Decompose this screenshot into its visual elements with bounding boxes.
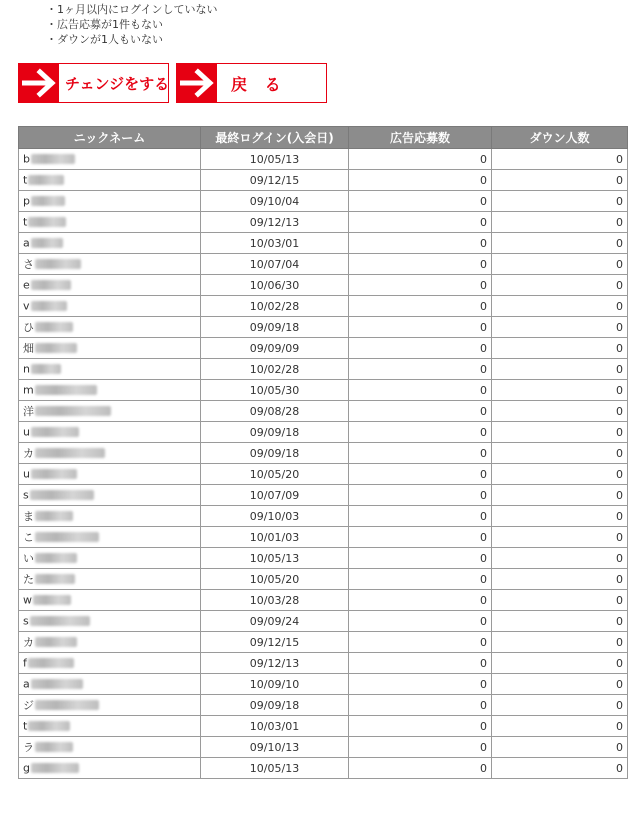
nickname-text: ラ	[23, 741, 34, 754]
last-login-cell: 10/02/28	[201, 359, 349, 380]
ad-applications-cell: 0	[349, 338, 492, 359]
nickname-text: t	[23, 173, 28, 187]
ad-applications-cell: 0	[349, 422, 492, 443]
nickname-text: ひ	[23, 321, 34, 334]
ad-applications-cell: 0	[349, 653, 492, 674]
condition-item: ・広告応募が1件もない	[46, 18, 163, 31]
down-count-cell: 0	[492, 401, 628, 422]
nickname-cell[interactable]	[19, 359, 201, 380]
table-row	[19, 548, 628, 569]
last-login-cell: 09/10/13	[201, 737, 349, 758]
ad-applications-cell: 0	[349, 590, 492, 611]
ad-applications-cell: 0	[349, 527, 492, 548]
nickname-text: w	[23, 593, 32, 607]
last-login-cell: 09/10/04	[201, 191, 349, 212]
last-login-cell: 10/02/28	[201, 296, 349, 317]
nickname-text: ま	[23, 510, 34, 523]
nickname-text: カ	[23, 447, 34, 460]
ad-applications-cell: 0	[349, 212, 492, 233]
redacted-nickname	[35, 448, 105, 458]
redacted-nickname	[30, 616, 90, 626]
down-count-cell: 0	[492, 569, 628, 590]
table-row	[19, 485, 628, 506]
down-count-cell: 0	[492, 632, 628, 653]
redacted-nickname	[35, 553, 77, 563]
nickname-text: s	[23, 488, 29, 502]
back-button-label: 戻 る	[231, 74, 287, 94]
down-count-cell: 0	[492, 548, 628, 569]
down-count-cell: 0	[492, 695, 628, 716]
table-row	[19, 443, 628, 464]
redacted-nickname	[35, 406, 111, 416]
table-row	[19, 527, 628, 548]
nickname-cell[interactable]	[19, 191, 201, 212]
down-count-cell: 0	[492, 758, 628, 779]
last-login-cell: 09/09/18	[201, 422, 349, 443]
redacted-nickname	[28, 217, 66, 227]
nickname-text: a	[23, 677, 30, 691]
nickname-cell[interactable]	[19, 296, 201, 317]
ad-applications-cell: 0	[349, 296, 492, 317]
ad-applications-cell: 0	[349, 632, 492, 653]
right-arrow-icon	[19, 64, 59, 102]
down-count-cell: 0	[492, 506, 628, 527]
nickname-cell[interactable]	[19, 758, 201, 779]
table-row	[19, 275, 628, 296]
nickname-text: さ	[23, 258, 34, 271]
nickname-cell[interactable]	[19, 275, 201, 296]
redacted-nickname	[31, 196, 65, 206]
last-login-cell: 10/07/04	[201, 254, 349, 275]
down-count-cell: 0	[492, 254, 628, 275]
redacted-nickname	[35, 343, 77, 353]
down-count-cell: 0	[492, 359, 628, 380]
table-row	[19, 212, 628, 233]
nickname-text: t	[23, 719, 28, 733]
nickname-cell[interactable]	[19, 569, 201, 590]
down-count-cell: 0	[492, 737, 628, 758]
table-row	[19, 674, 628, 695]
nickname-text: カ	[23, 636, 34, 649]
ad-applications-cell: 0	[349, 170, 492, 191]
last-login-cell: 10/01/03	[201, 527, 349, 548]
nickname-text: ジ	[23, 699, 34, 712]
ad-applications-cell: 0	[349, 317, 492, 338]
nickname-cell[interactable]	[19, 716, 201, 737]
nickname-text: こ	[23, 531, 34, 544]
ad-applications-cell: 0	[349, 611, 492, 632]
redacted-nickname	[31, 469, 77, 479]
table-row	[19, 338, 628, 359]
nickname-text: 畑	[23, 342, 34, 355]
down-count-cell: 0	[492, 191, 628, 212]
ad-applications-cell: 0	[349, 380, 492, 401]
ad-applications-cell: 0	[349, 149, 492, 170]
down-count-cell: 0	[492, 275, 628, 296]
table-row	[19, 611, 628, 632]
redacted-nickname	[35, 511, 73, 521]
table-row	[19, 317, 628, 338]
nickname-cell[interactable]	[19, 590, 201, 611]
nickname-cell[interactable]	[19, 548, 201, 569]
down-count-cell: 0	[492, 380, 628, 401]
last-login-cell: 10/03/01	[201, 233, 349, 254]
redacted-nickname	[35, 322, 73, 332]
nickname-text: b	[23, 152, 30, 166]
nickname-cell[interactable]	[19, 422, 201, 443]
column-header-ad-applications: 広告応募数	[349, 127, 492, 149]
redacted-nickname	[31, 364, 61, 374]
nickname-cell[interactable]	[19, 170, 201, 191]
nickname-text: g	[23, 761, 30, 775]
nickname-cell[interactable]	[19, 443, 201, 464]
nickname-text: t	[23, 215, 28, 229]
ad-applications-cell: 0	[349, 233, 492, 254]
ad-applications-cell: 0	[349, 275, 492, 296]
ad-applications-cell: 0	[349, 737, 492, 758]
nickname-cell[interactable]	[19, 317, 201, 338]
nickname-cell[interactable]	[19, 401, 201, 422]
nickname-text: u	[23, 425, 30, 439]
down-count-cell: 0	[492, 317, 628, 338]
table-row	[19, 695, 628, 716]
down-count-cell: 0	[492, 170, 628, 191]
last-login-cell: 10/03/01	[201, 716, 349, 737]
conditions-list	[46, 2, 217, 47]
ad-applications-cell: 0	[349, 548, 492, 569]
last-login-cell: 10/03/28	[201, 590, 349, 611]
table-row	[19, 359, 628, 380]
redacted-nickname	[35, 259, 81, 269]
nickname-text: た	[23, 573, 34, 586]
down-count-cell: 0	[492, 422, 628, 443]
redacted-nickname	[35, 385, 97, 395]
ad-applications-cell: 0	[349, 443, 492, 464]
nickname-text: u	[23, 467, 30, 481]
last-login-cell: 09/12/13	[201, 212, 349, 233]
table-row	[19, 401, 628, 422]
last-login-cell: 10/05/13	[201, 758, 349, 779]
ad-applications-cell: 0	[349, 359, 492, 380]
down-count-cell: 0	[492, 212, 628, 233]
last-login-cell: 09/09/24	[201, 611, 349, 632]
ad-applications-cell: 0	[349, 401, 492, 422]
redacted-nickname	[33, 595, 71, 605]
redacted-nickname	[31, 280, 71, 290]
table-row	[19, 464, 628, 485]
redacted-nickname	[28, 175, 64, 185]
last-login-cell: 10/05/13	[201, 548, 349, 569]
ad-applications-cell: 0	[349, 464, 492, 485]
table-row	[19, 191, 628, 212]
redacted-nickname	[35, 637, 77, 647]
change-button-label: チェンジをする	[65, 74, 170, 93]
nickname-text: e	[23, 278, 30, 292]
ad-applications-cell: 0	[349, 506, 492, 527]
last-login-cell: 10/09/10	[201, 674, 349, 695]
down-count-cell: 0	[492, 611, 628, 632]
table-row	[19, 653, 628, 674]
ad-applications-cell: 0	[349, 758, 492, 779]
ad-applications-cell: 0	[349, 569, 492, 590]
table-row	[19, 254, 628, 275]
table-row	[19, 149, 628, 170]
last-login-cell: 09/09/09	[201, 338, 349, 359]
nickname-cell[interactable]	[19, 254, 201, 275]
nickname-text: い	[23, 552, 34, 565]
nickname-cell[interactable]	[19, 632, 201, 653]
nickname-cell[interactable]	[19, 149, 201, 170]
redacted-nickname	[31, 763, 79, 773]
nickname-cell[interactable]	[19, 611, 201, 632]
column-header-nickname: ニックネーム	[19, 127, 201, 149]
last-login-cell: 09/10/03	[201, 506, 349, 527]
table-row	[19, 569, 628, 590]
last-login-cell: 10/07/09	[201, 485, 349, 506]
nickname-cell[interactable]	[19, 380, 201, 401]
last-login-cell: 09/12/15	[201, 632, 349, 653]
redacted-nickname	[28, 658, 74, 668]
table-row	[19, 716, 628, 737]
down-count-cell: 0	[492, 527, 628, 548]
down-count-cell: 0	[492, 485, 628, 506]
back-button[interactable]	[176, 63, 327, 103]
members-table	[18, 126, 628, 779]
last-login-cell: 10/05/30	[201, 380, 349, 401]
condition-item: ・ダウンが1人もいない	[46, 33, 163, 46]
last-login-cell: 09/09/18	[201, 317, 349, 338]
ad-applications-cell: 0	[349, 716, 492, 737]
nickname-cell[interactable]	[19, 737, 201, 758]
table-row	[19, 506, 628, 527]
redacted-nickname	[28, 721, 70, 731]
down-count-cell: 0	[492, 590, 628, 611]
down-count-cell: 0	[492, 233, 628, 254]
down-count-cell: 0	[492, 716, 628, 737]
nickname-cell[interactable]	[19, 485, 201, 506]
down-count-cell: 0	[492, 296, 628, 317]
redacted-nickname	[35, 574, 75, 584]
ad-applications-cell: 0	[349, 695, 492, 716]
redacted-nickname	[35, 742, 73, 752]
nickname-text: f	[23, 656, 27, 670]
table-row	[19, 170, 628, 191]
ad-applications-cell: 0	[349, 254, 492, 275]
nickname-cell[interactable]	[19, 233, 201, 254]
nickname-cell[interactable]	[19, 212, 201, 233]
table-row	[19, 737, 628, 758]
redacted-nickname	[30, 490, 94, 500]
down-count-cell: 0	[492, 653, 628, 674]
nickname-text: v	[23, 299, 30, 313]
table-row	[19, 758, 628, 779]
redacted-nickname	[31, 679, 83, 689]
condition-item: ・1ヶ月以内にログインしていない	[46, 3, 218, 16]
ad-applications-cell: 0	[349, 674, 492, 695]
redacted-nickname	[31, 301, 67, 311]
nickname-text: 洋	[23, 405, 34, 418]
right-arrow-icon	[177, 64, 217, 102]
nickname-text: s	[23, 614, 29, 628]
redacted-nickname	[31, 154, 75, 164]
last-login-cell: 10/05/20	[201, 464, 349, 485]
down-count-cell: 0	[492, 674, 628, 695]
down-count-cell: 0	[492, 338, 628, 359]
nickname-cell[interactable]	[19, 653, 201, 674]
last-login-cell: 09/12/13	[201, 653, 349, 674]
ad-applications-cell: 0	[349, 191, 492, 212]
redacted-nickname	[35, 532, 99, 542]
table-row	[19, 380, 628, 401]
table-row	[19, 590, 628, 611]
down-count-cell: 0	[492, 443, 628, 464]
table-header-row	[19, 127, 628, 149]
redacted-nickname	[35, 700, 99, 710]
table-row	[19, 296, 628, 317]
last-login-cell: 09/09/18	[201, 695, 349, 716]
nickname-cell[interactable]	[19, 338, 201, 359]
nickname-text: m	[23, 383, 34, 397]
change-button[interactable]	[18, 63, 169, 103]
nickname-text: p	[23, 194, 30, 208]
last-login-cell: 10/05/20	[201, 569, 349, 590]
last-login-cell: 09/09/18	[201, 443, 349, 464]
redacted-nickname	[31, 427, 79, 437]
ad-applications-cell: 0	[349, 485, 492, 506]
nickname-text: a	[23, 236, 30, 250]
nickname-cell[interactable]	[19, 464, 201, 485]
last-login-cell: 09/12/15	[201, 170, 349, 191]
last-login-cell: 10/05/13	[201, 149, 349, 170]
column-header-down-count: ダウン人数	[492, 127, 628, 149]
down-count-cell: 0	[492, 464, 628, 485]
table-row	[19, 422, 628, 443]
column-header-last-login: 最終ログイン(入会日)	[201, 127, 349, 149]
down-count-cell: 0	[492, 149, 628, 170]
last-login-cell: 10/06/30	[201, 275, 349, 296]
nickname-text: n	[23, 362, 30, 376]
nickname-cell[interactable]	[19, 695, 201, 716]
table-row	[19, 233, 628, 254]
nickname-cell[interactable]	[19, 527, 201, 548]
redacted-nickname	[31, 238, 63, 248]
table-row	[19, 632, 628, 653]
nickname-cell[interactable]	[19, 674, 201, 695]
last-login-cell: 09/08/28	[201, 401, 349, 422]
nickname-cell[interactable]	[19, 506, 201, 527]
